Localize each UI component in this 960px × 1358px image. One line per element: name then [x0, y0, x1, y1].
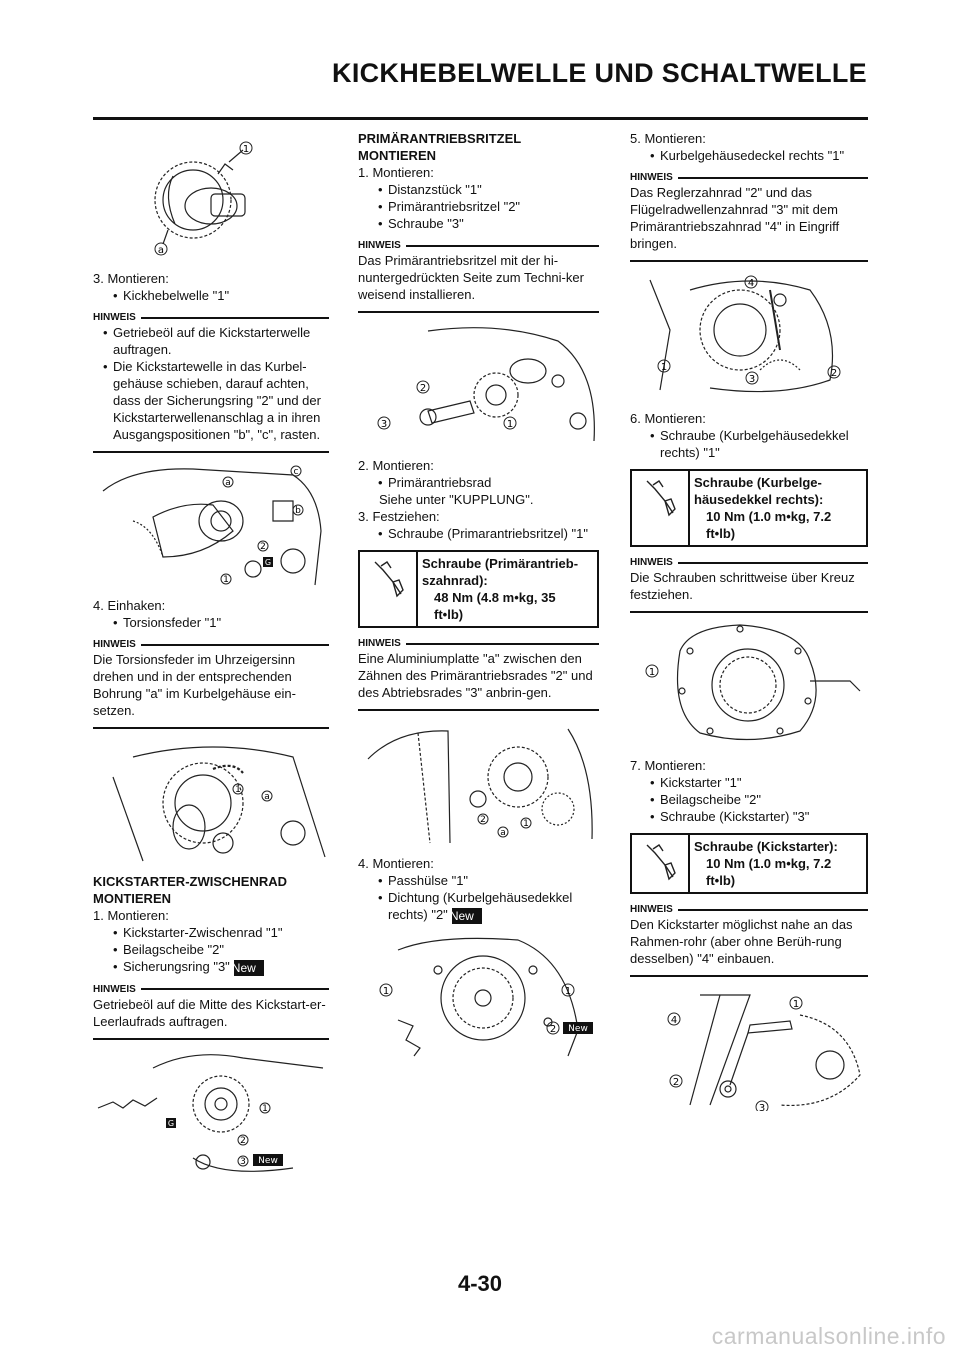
list-item: • Kickstarter "1": [640, 774, 868, 791]
watermark: carmanualsonline.info: [711, 1323, 946, 1349]
torque-wrench-icon: [632, 471, 690, 545]
note-text: Den Kickstarter möglichst nahe an das Rahmen-rohr (aber ohne Berüh-rung desselben) "4" einbauen.: [630, 917, 853, 966]
figure-label: 2: [549, 1023, 557, 1035]
list-item: • Kickhebelwelle "1": [103, 287, 329, 304]
figure-label: New: [568, 1023, 588, 1034]
figure-label: 3: [240, 1156, 246, 1167]
note-box: [358, 240, 599, 313]
figure-cover-bolts: [630, 621, 868, 747]
column-left: [93, 130, 329, 1188]
figure-label: 1: [506, 419, 514, 430]
torque-wrench-icon: [632, 835, 690, 892]
list-item: [368, 889, 599, 924]
figure-label: 3: [380, 419, 388, 430]
figure-label: G: [167, 1118, 175, 1128]
figure-label: c: [293, 467, 299, 477]
title-rule: [93, 117, 868, 120]
figure-crankcase-cover: [630, 270, 868, 400]
note-label: HINWEIS: [93, 312, 136, 323]
figure-label: a: [500, 828, 506, 838]
figure-label: 1: [382, 985, 390, 997]
list-item: • Schraube (Kurbelgehäusedekkel rechts) "1": [640, 427, 868, 461]
figure-label: 1: [523, 819, 529, 829]
note-label: HINWEIS: [630, 557, 673, 568]
note-label: HINWEIS: [358, 638, 401, 649]
page-number: 4-30: [457, 1271, 503, 1296]
list-item: • Torsionsfeder "1": [103, 614, 329, 631]
list-item: • Kickstarter-Zwischenrad "1": [103, 924, 329, 941]
note-box: [93, 984, 329, 1040]
torque-value: 10 Nm (1.0 m•kg, 7.2: [706, 509, 832, 524]
figure-label: 2: [240, 1135, 246, 1146]
note-label: HINWEIS: [358, 240, 401, 251]
torque-spec-box: [358, 550, 599, 628]
figure-label: 2: [480, 815, 486, 825]
note-label: HINWEIS: [93, 639, 136, 650]
new-badge: New: [234, 960, 264, 976]
list-item-text: Sicherungsring "3": [123, 959, 230, 974]
figure-label: 1: [648, 667, 656, 678]
figure-label: 3: [758, 1103, 766, 1111]
figure-label: New: [258, 1155, 278, 1166]
note-box: [630, 172, 868, 262]
figure-kick-shaft: [93, 136, 329, 260]
list-item-text: Dichtung (Kurbelgehäusedekkel rechts) "2": [388, 890, 573, 922]
torque-title: szahnrad):: [422, 573, 488, 588]
step-4: 4. Montieren:: [358, 856, 434, 871]
figure-label: 2: [672, 1077, 680, 1088]
figure-gasket: [358, 930, 599, 1060]
step-3: 3. Festziehen:: [358, 509, 440, 524]
list-item: • Beilagscheibe "2": [640, 791, 868, 808]
step-2: 2. Montieren:: [358, 458, 434, 473]
figure-label: a: [264, 792, 270, 802]
list-item: • Beilagscheibe "2": [103, 941, 329, 958]
note-box: [93, 639, 329, 729]
figure-label: a: [225, 478, 231, 488]
figure-label: 2: [830, 368, 838, 379]
column-middle: [358, 130, 599, 1070]
figure-torsion-spring: [93, 461, 329, 587]
torque-spec-box: [630, 833, 868, 894]
step-7: 7. Montieren:: [630, 758, 706, 773]
figure-kick-starter: [630, 985, 868, 1111]
list-item: • Primärantriebsrad: [368, 474, 599, 491]
column-right: [630, 130, 868, 1121]
figure-spring-hole: [93, 737, 329, 863]
figure-label: 1: [242, 144, 250, 155]
new-badge: New: [452, 908, 482, 924]
figure-label: 1: [235, 785, 241, 795]
note-box: [93, 312, 329, 453]
figure-label: 2: [419, 383, 427, 394]
figure-label: 1: [792, 999, 800, 1010]
figure-label: 1: [223, 575, 229, 585]
step-1: 1. Montieren:: [93, 908, 169, 923]
list-item: • Primärantriebsritzel "2": [368, 198, 599, 215]
torque-spec-box: [630, 469, 868, 547]
torque-title: Schraube (Kickstarter):: [694, 839, 838, 854]
torque-title: häusedekkel rechts):: [694, 492, 824, 507]
note-text: Eine Aluminiumplatte "a" zwischen den Zähnen des Primärantriebsrades "2" und des Abtriebsrades "3" anbrin-gen.: [358, 651, 593, 700]
figure-label: b: [295, 506, 301, 516]
step-6: 6. Montieren:: [630, 411, 706, 426]
torque-wrench-icon: [360, 552, 418, 626]
step-5: 5. Montieren:: [630, 131, 706, 146]
torque-title: Schraube (Primärantrieb-: [422, 556, 579, 571]
figure-label: 1: [564, 985, 572, 997]
note-box: [358, 638, 599, 711]
note-text: Getriebeöl auf die Mitte des Kickstart-er-Leerlaufrads auftragen.: [93, 996, 326, 1029]
step-4: 4. Einhaken:: [93, 598, 166, 613]
figure-label: 2: [260, 542, 266, 552]
figure-label: 1: [660, 362, 668, 373]
torque-value: ft•lb): [434, 607, 464, 622]
torque-value: 10 Nm (1.0 m•kg, 7.2: [706, 856, 832, 871]
section-heading: KICKSTARTER-ZWISCHENRAD: [93, 874, 288, 889]
list-item: • Schraube (Primarantriebsritzel) "1": [368, 525, 599, 542]
note-text: Das Primärantriebsritzel mit der hi-nuntergedrückten Seite zum Techni-ker weisend installieren.: [358, 253, 584, 302]
step-1: 1. Montieren:: [358, 165, 434, 180]
list-item: • Schraube (Kickstarter) "3": [640, 808, 868, 825]
figure-label: a: [157, 245, 165, 256]
note-text: Die Schrauben schrittweise über Kreuz festziehen.: [630, 570, 855, 602]
note-text: Die Torsionsfeder im Uhrzeigersinn drehen und in der entsprechenden Bohrung "a" im Kurbelgehäuse ein-setzen.: [93, 652, 296, 718]
figure-idler-gear: [93, 1048, 329, 1178]
figure-label: 4: [670, 1015, 678, 1026]
list-item: • Kurbelgehäusedeckel rechts "1": [640, 147, 868, 164]
note-text: Das Reglerzahnrad "2" und das Flügelradwellenzahnrad "3" mit dem Primärantriebszahnrad "4" in Eingriff bringen.: [630, 185, 840, 251]
torque-value: 48 Nm (4.8 m•kg, 35: [434, 590, 556, 605]
note-box: [630, 557, 868, 613]
note-box: [630, 904, 868, 977]
note-label: HINWEIS: [630, 904, 673, 915]
figure-label: 1: [262, 1103, 268, 1114]
figure-drive-sprocket: [358, 321, 599, 447]
torque-value: ft•lb): [706, 873, 736, 888]
section-heading: MONTIEREN: [93, 891, 171, 906]
list-item: [103, 958, 329, 976]
figure-gear-plate: [358, 719, 599, 845]
page-title: KICKHEBELWELLE UND SCHALTWELLE: [332, 58, 867, 88]
step-3: 3. Montieren:: [93, 271, 169, 286]
note-label: HINWEIS: [630, 172, 673, 183]
list-item: • Die Kickstartewelle in das Kurbel-gehäuse schieben, darauf achten, dass der Sicherungsring "2" und der Kickstarterwellenanschlag a in ihren Ausgangspositionen "b", "c", rasten.: [93, 358, 329, 443]
figure-label: 4: [747, 278, 755, 289]
note-label: HINWEIS: [93, 983, 136, 995]
torque-title: Schraube (Kurbelge-: [694, 475, 822, 490]
reference-note: Siehe unter "KUPPLUNG".: [379, 492, 534, 507]
section-heading: PRIMÄRANTRIEBSRITZEL: [358, 131, 522, 146]
figure-label: 3: [748, 374, 756, 385]
list-item: • Schraube "3": [368, 215, 599, 232]
list-item: • Distanzstück "1": [368, 181, 599, 198]
torque-value: ft•lb): [706, 526, 736, 541]
section-heading: MONTIEREN: [358, 148, 436, 163]
figure-label: G: [264, 558, 272, 567]
list-item: • Getriebeöl auf die Kickstarterwelle auftragen.: [93, 324, 329, 358]
list-item: • Passhülse "1": [368, 872, 599, 889]
